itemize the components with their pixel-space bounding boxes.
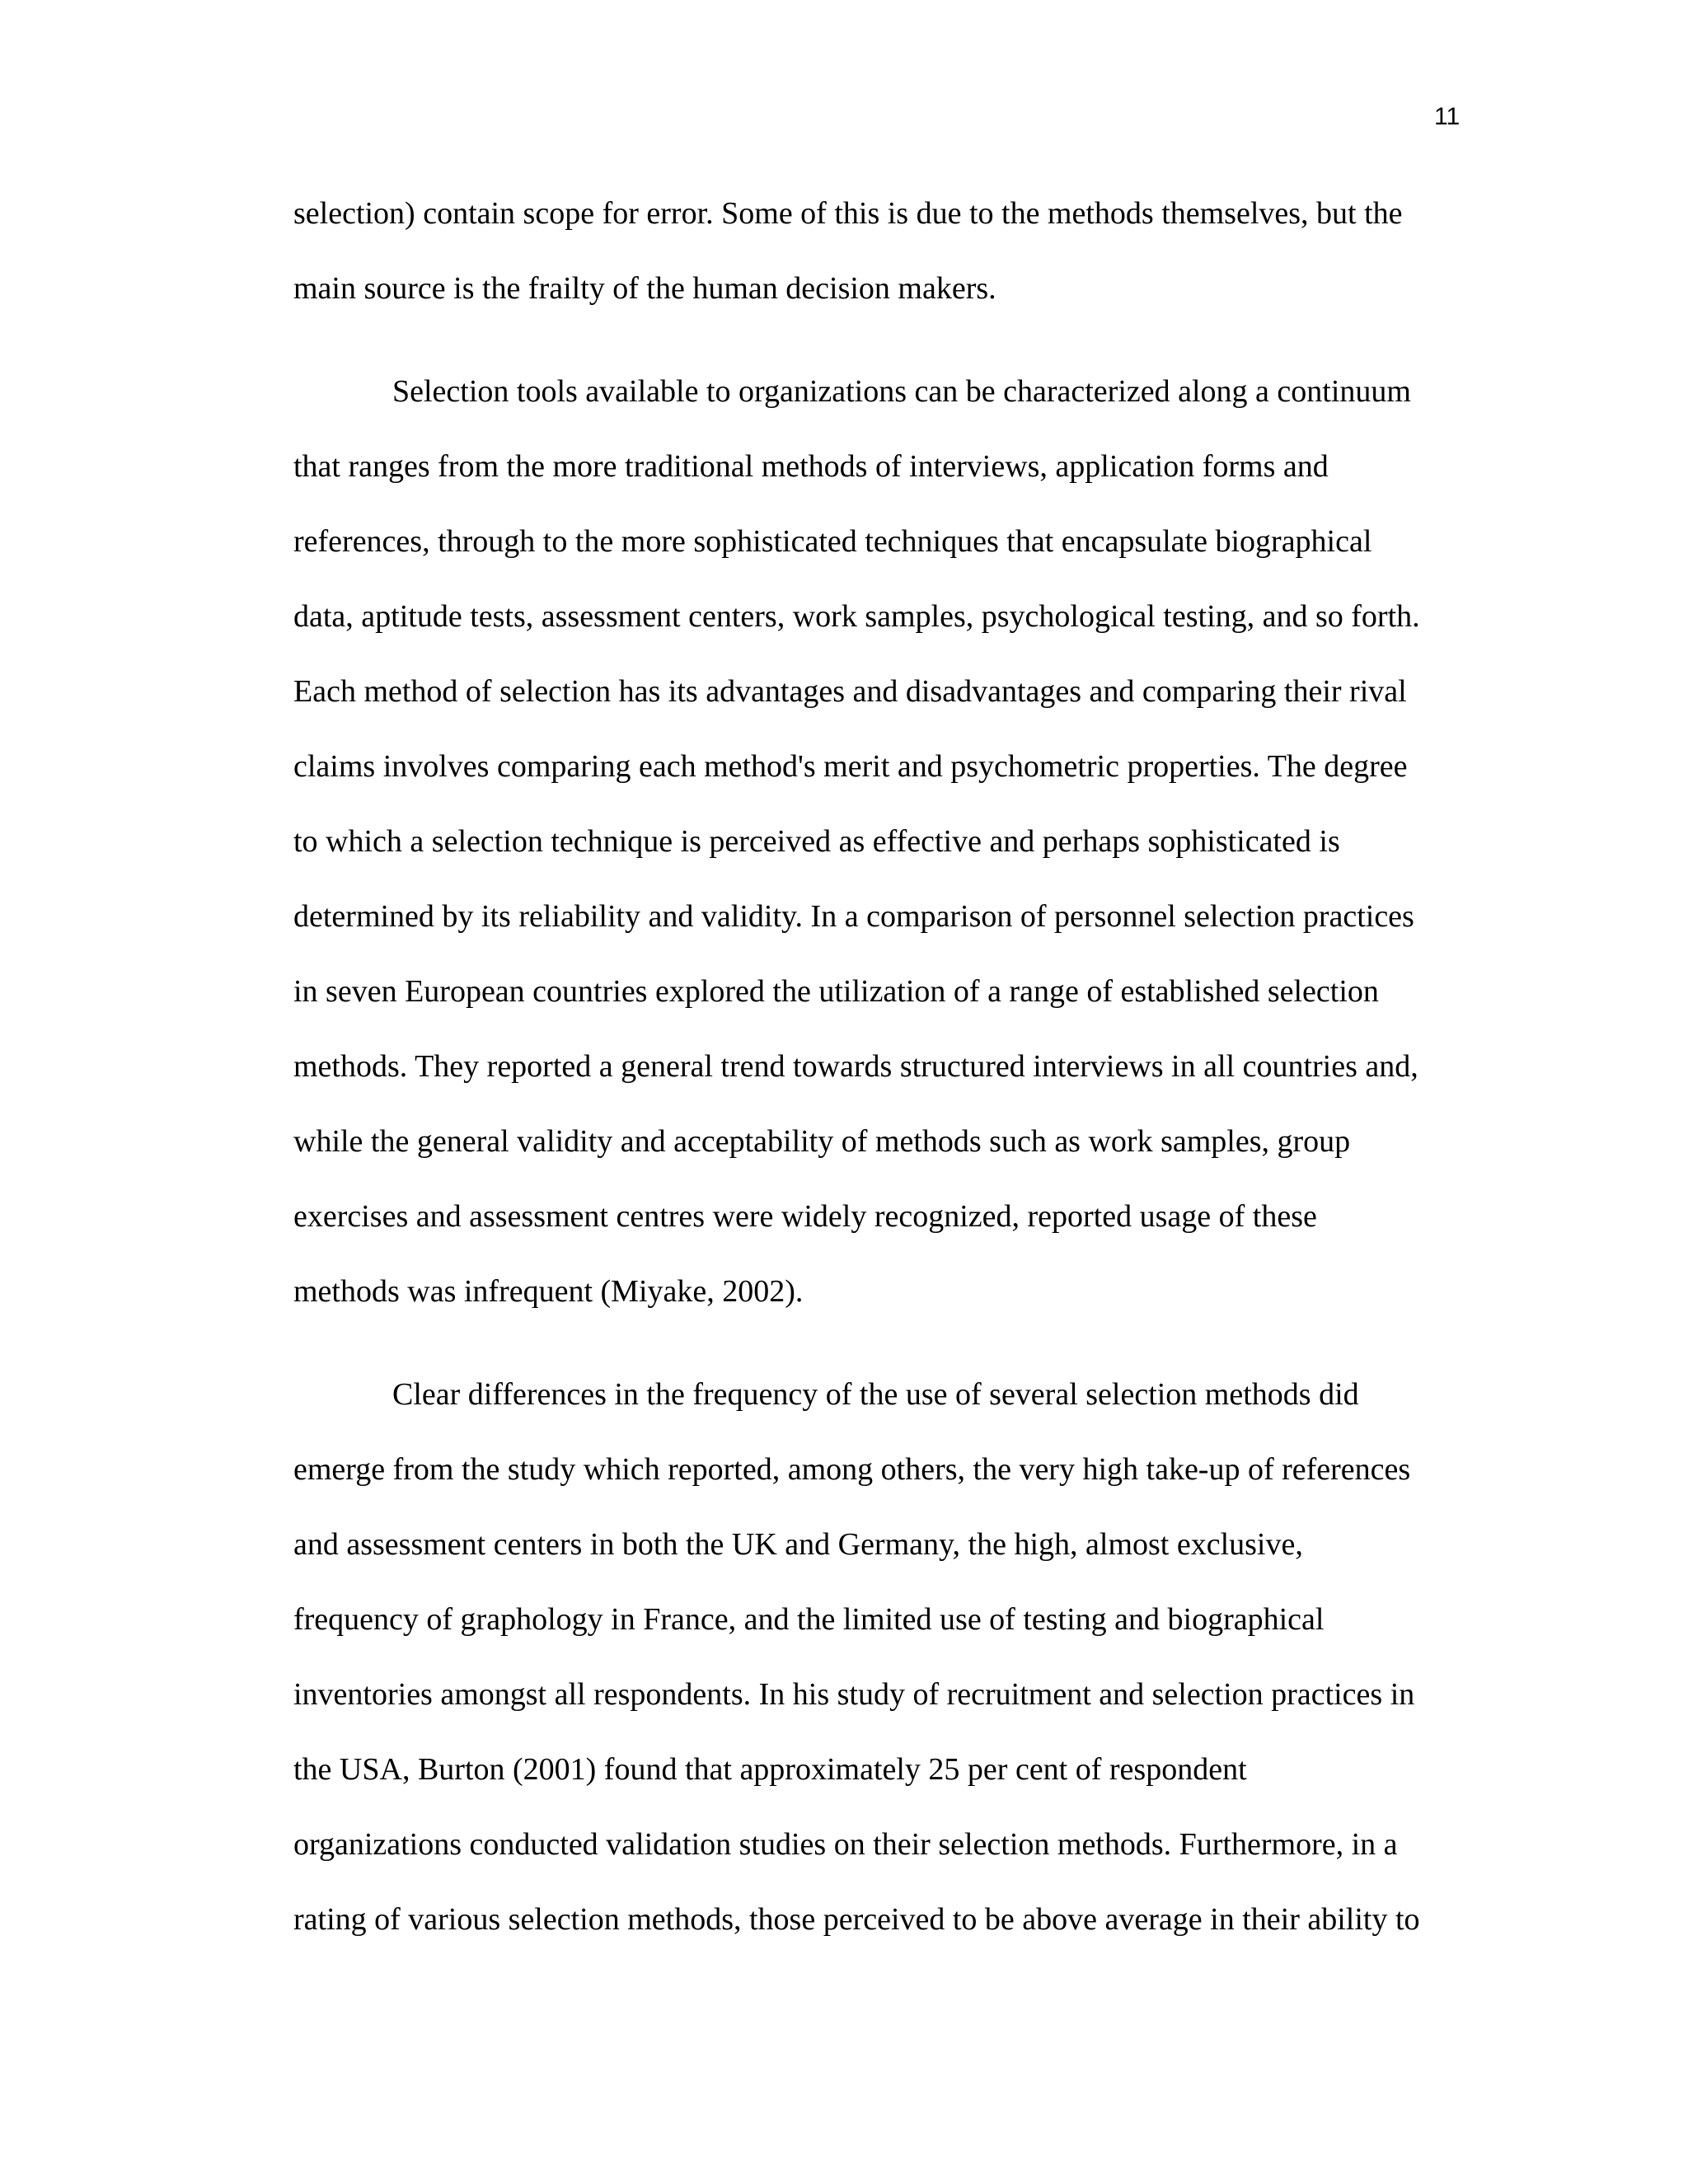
paragraph-start-line: Clear differences in the frequency of the use of several selection methods did xyxy=(392,1377,1359,1412)
text-line: the USA, Burton (2001) found that approximately 25 per cent of respondent xyxy=(293,1752,1247,1787)
text-line: rating of various selection methods, those perceived to be above average in their ability to xyxy=(293,1902,1420,1937)
text-line: and assessment centers in both the UK and Germany, the high, almost exclusive, xyxy=(293,1527,1303,1562)
text-line: methods was infrequent (Miyake, 2002). xyxy=(293,1274,804,1309)
text-line: exercises and assessment centres were widely recognized, reported usage of these xyxy=(293,1199,1317,1234)
paragraph-start-line: Selection tools available to organizations can be characterized along a continuum xyxy=(392,374,1411,409)
text-line: claims involves comparing each method's merit and psychometric properties. The degree xyxy=(293,749,1408,784)
text-line: emerge from the study which reported, among others, the very high take-up of references xyxy=(293,1452,1411,1487)
text-line: organizations conducted validation studies on their selection methods. Furthermore, in a xyxy=(293,1827,1398,1862)
page-number: 11 xyxy=(1434,103,1461,130)
text-line: determined by its reliability and validity. In a comparison of personnel selection practices xyxy=(293,899,1414,934)
text-line: data, aptitude tests, assessment centers, work samples, psychological testing, and so forth. xyxy=(293,599,1420,634)
text-line: references, through to the more sophisticated techniques that encapsulate biographical xyxy=(293,524,1372,559)
text-line: Each method of selection has its advantages and disadvantages and comparing their rival xyxy=(293,674,1407,709)
text-line: while the general validity and acceptability of methods such as work samples, group xyxy=(293,1124,1351,1159)
text-line: frequency of graphology in France, and the limited use of testing and biographical xyxy=(293,1602,1325,1637)
text-line: main source is the frailty of the human decision makers. xyxy=(293,271,996,306)
text-line: in seven European countries explored the utilization of a range of established selection xyxy=(293,974,1379,1009)
text-line: methods. They reported a general trend towards structured interviews in all countries and, xyxy=(293,1049,1418,1084)
text-line: to which a selection technique is perceived as effective and perhaps sophisticated is xyxy=(293,824,1340,859)
text-line: that ranges from the more traditional methods of interviews, application forms and xyxy=(293,449,1329,484)
text-line: selection) contain scope for error. Some of this is due to the methods themselves, but the xyxy=(293,196,1403,231)
text-line: inventories amongst all respondents. In his study of recruitment and selection practices in xyxy=(293,1677,1415,1712)
